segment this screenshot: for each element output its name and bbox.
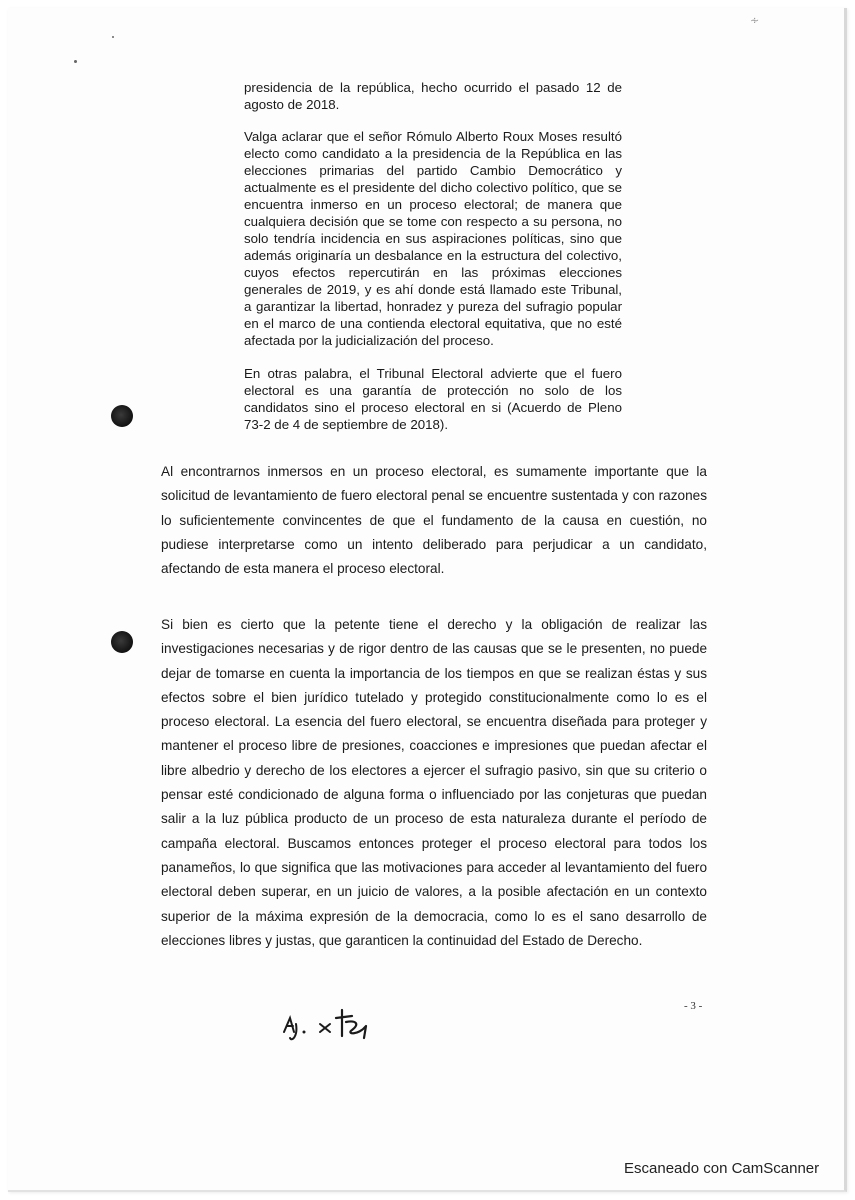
scan-speck — [112, 36, 114, 38]
corner-speck-mark: ∻ — [750, 15, 760, 27]
page-number: - 3 - — [684, 1000, 703, 1012]
quote-paragraph-3: En otras palabra, el Tribunal Electoral advierte que el fuero electoral es una garantía de protección no solo de los candidatos sino el proceso electoral en si (Acuerdo de Pleno 73-2 de 4 de septiembre de 2018). — [244, 366, 622, 432]
punch-hole — [111, 405, 133, 427]
camscanner-watermark: Escaneado con CamScanner — [624, 1160, 820, 1177]
signature-scribble — [280, 1002, 380, 1046]
body-paragraph-2: Si bien es cierto que la petente tiene el derecho y la obligación de realizar las investigaciones necesarias y de rigor dentro de las causas que se le presenten, no puede dejar de tomarse en cuenta la importancia de los tiempos en que se realizan éstas y sus efectos sobre el bien jurídico tutelado y protegido constitucionalmente como lo es el proceso electoral. La esencia del fuero electoral, se encuentra diseñada para proteger y mantener el proceso libre de presiones, coacciones e impresiones que puedan afectar el libre albedrio y derecho de los electores a ejercer el sufragio pasivo, sin que su criterio o pensar esté condicionado de alguna forma o influenciado por las conjeturas que puedan salir a la luz pública producto de un proceso de esta naturaleza durante el período de campaña electoral. Buscamos entonces proteger el proceso electoral para todos los panameños, lo que significa que las motivaciones para acceder al levantamiento del fuero electoral deben superar, en un juicio de valores, a la posible afectación en un contexto superior de la máxima expresión de la democracia, como lo es el sano desarrollo de elecciones libres y justas, que garanticen la continuidad del Estado de Derecho. — [161, 617, 707, 948]
quote-paragraph-1: presidencia de la república, hecho ocurrido el pasado 12 de agosto de 2018. — [244, 80, 622, 112]
scanned-page — [8, 8, 847, 1192]
quote-paragraph-2: Valga aclarar que el señor Rómulo Alberto Roux Moses resultó electo como candidato a la presidencia de la República en las elecciones primarias del partido Cambio Democrático y actualmente es el presidente del dicho colectivo político, que se encuentra inmerso en un proceso electoral; de manera que cualquiera decisión que se tome con respecto a su persona, no solo tendría incidencia en sus aspiraciones políticas, sino que además originaría un desbalance en la estructura del colectivo, cuyos efectos repercutirán en las próximas elecciones generales de 2019, y es ahí donde está llamado este Tribunal, a garantizar la libertad, honradez y pureza del sufragio popular en el marco de una contienda electoral equitativa, que no esté afectada por la judicialización del proceso. — [244, 129, 622, 348]
punch-hole — [111, 631, 133, 653]
scan-speck — [74, 60, 77, 63]
body-paragraph-1: Al encontrarnos inmersos en un proceso electoral, es sumamente importante que la solicitud de levantamiento de fuero electoral penal se encuentre sustentada y con razones lo suficientemente convincentes de que el fundamento de la causa en cuestión, no pudiese interpretarse como un intento deliberado para perjudicar a un candidato, afectando de esta manera el proceso electoral. — [161, 464, 707, 577]
